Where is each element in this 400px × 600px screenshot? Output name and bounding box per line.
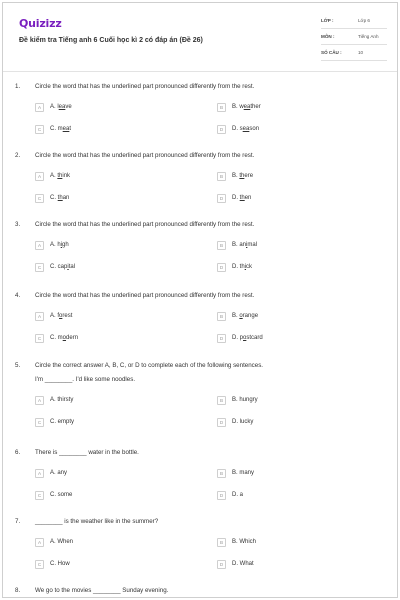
question-text: Circle the word that has the underlined part pronounced differently from the rest. xyxy=(35,221,255,228)
option-text xyxy=(50,561,70,567)
option-b[interactable] xyxy=(217,171,253,181)
underlined-part: th xyxy=(57,195,63,201)
meta-value: Lớp 6 xyxy=(358,18,370,23)
option-text-end: ther xyxy=(250,104,261,110)
option-text-start: C. cap xyxy=(50,264,68,270)
option-c[interactable] xyxy=(35,559,70,569)
option-d[interactable] xyxy=(217,559,254,569)
option-text xyxy=(50,195,69,201)
option-letter-box[interactable]: B xyxy=(217,172,226,181)
question-text: There is ________ water in the bottle. xyxy=(35,449,139,456)
option-text-start: C. some xyxy=(50,492,73,498)
option-letter-box[interactable]: C xyxy=(35,263,44,272)
option-letter-box[interactable]: D xyxy=(217,334,226,343)
option-text xyxy=(232,397,258,403)
option-a[interactable] xyxy=(35,102,72,112)
option-d[interactable] xyxy=(217,262,252,272)
option-c[interactable] xyxy=(35,124,71,134)
option-letter-box[interactable]: B xyxy=(217,538,226,547)
question-number: 6. xyxy=(15,449,21,456)
option-b[interactable] xyxy=(217,537,256,547)
option-text-start: B. many xyxy=(232,470,255,476)
quizizz-logo: Quizizz xyxy=(19,17,62,30)
option-text-end: an xyxy=(62,195,70,201)
option-text-start: B. xyxy=(232,313,240,319)
option-text xyxy=(232,539,256,545)
option-text xyxy=(232,470,254,476)
option-text-start: B. an xyxy=(232,242,247,248)
option-text-end: ve xyxy=(65,104,72,110)
question-text: ________ is the weather like in the summer? xyxy=(35,518,159,525)
option-text-start: A. f xyxy=(50,313,60,319)
question-text: Circle the word that has the underlined part pronounced differently from the rest. xyxy=(35,83,255,90)
option-letter-box[interactable]: A xyxy=(35,103,44,112)
option-text xyxy=(50,335,78,341)
option-text-start: A. When xyxy=(50,539,74,545)
option-text-start: D. xyxy=(232,195,240,201)
option-text xyxy=(50,492,72,498)
option-text-start: C. m xyxy=(50,126,63,132)
underlined-part: th xyxy=(239,195,245,201)
option-c[interactable] xyxy=(35,490,72,500)
meta-row-class xyxy=(321,15,387,29)
option-text-end: rest xyxy=(62,313,73,319)
question-text: Circle the correct answer A, B, C, or D to complete each of the following sentences. xyxy=(35,362,264,369)
option-c[interactable] xyxy=(35,262,75,272)
option-text-end: t xyxy=(69,126,72,132)
question-number: 8. xyxy=(15,587,21,594)
meta-row-subject xyxy=(321,31,387,45)
document-title: Đề kiểm tra Tiếng anh 6 Cuối học kì 2 có đáp án (Đề 26) xyxy=(19,37,203,44)
question-number: 3. xyxy=(15,221,21,228)
option-text xyxy=(50,419,74,425)
option-text xyxy=(232,126,259,132)
underlined-part: o xyxy=(243,335,247,341)
option-letter-box[interactable]: C xyxy=(35,194,44,203)
option-letter-box[interactable]: A xyxy=(35,538,44,547)
option-text-end: gh xyxy=(62,242,69,248)
option-text-start: C. xyxy=(50,195,58,201)
option-letter-box[interactable]: B xyxy=(217,469,226,478)
option-b[interactable] xyxy=(217,240,257,250)
option-text-start: D. s xyxy=(232,126,243,132)
question-prompt: I'm ________. I'd like some noodles. xyxy=(35,376,136,383)
option-text-start: D. p xyxy=(232,335,244,341)
option-letter-box[interactable]: B xyxy=(217,312,226,321)
underlined-part: ea xyxy=(62,126,70,132)
option-text xyxy=(50,470,67,476)
option-text-start: B. hungry xyxy=(232,397,258,403)
option-text-end: son xyxy=(249,126,260,132)
option-letter-box[interactable]: A xyxy=(35,469,44,478)
option-text-start: B. Which xyxy=(232,539,257,545)
option-text xyxy=(232,335,263,341)
option-text xyxy=(232,104,261,110)
option-text xyxy=(232,264,252,270)
option-a[interactable] xyxy=(35,395,73,405)
option-d[interactable] xyxy=(217,490,243,500)
option-c[interactable] xyxy=(35,193,69,203)
option-letter-box[interactable]: B xyxy=(217,103,226,112)
option-text xyxy=(232,173,253,179)
option-a[interactable] xyxy=(35,537,73,547)
option-text-start: A. xyxy=(50,173,58,179)
option-text xyxy=(232,492,243,498)
option-text-end: mal xyxy=(247,242,258,248)
header-divider xyxy=(3,71,397,72)
underlined-part: o xyxy=(62,335,67,341)
option-c[interactable] xyxy=(35,333,78,343)
option-text-end: ck xyxy=(246,264,253,270)
question-number: 1. xyxy=(15,83,21,90)
underlined-part: i xyxy=(246,242,248,248)
option-letter-box[interactable]: D xyxy=(217,418,226,427)
option-text xyxy=(50,313,72,319)
option-text-end: stcard xyxy=(246,335,263,341)
option-a[interactable] xyxy=(35,240,69,250)
option-letter-box[interactable]: A xyxy=(35,172,44,181)
meta-label: SỐ CÂU : xyxy=(321,50,342,55)
option-letter-box[interactable]: D xyxy=(217,125,226,134)
option-letter-box[interactable]: D xyxy=(217,263,226,272)
worksheet-header xyxy=(3,3,397,67)
option-text xyxy=(50,242,69,248)
meta-row-count xyxy=(321,47,387,61)
option-text-start: C. m xyxy=(50,335,63,341)
option-text-end: range xyxy=(242,313,259,319)
option-text-start: C. empty xyxy=(50,419,75,425)
option-b[interactable] xyxy=(217,468,254,478)
option-text-start: B. w xyxy=(232,104,244,110)
underlined-part: i xyxy=(67,264,69,270)
option-b[interactable] xyxy=(217,311,258,321)
option-text xyxy=(232,313,258,319)
underlined-part: ea xyxy=(58,104,66,110)
meta-value: Tiếng Anh xyxy=(358,34,379,39)
option-text-start: D. th xyxy=(232,264,245,270)
option-letter-box[interactable]: D xyxy=(217,491,226,500)
underlined-part: o xyxy=(59,313,63,319)
option-d[interactable] xyxy=(217,417,253,427)
option-letter-box[interactable]: C xyxy=(35,418,44,427)
option-text-start: C. How xyxy=(50,561,70,567)
option-text-end: ere xyxy=(244,173,254,179)
option-b[interactable] xyxy=(217,102,261,112)
question-number: 5. xyxy=(15,362,21,369)
option-text xyxy=(232,195,251,201)
option-letter-box[interactable]: B xyxy=(217,241,226,250)
meta-label: MÔN : xyxy=(321,34,335,39)
option-letter-box[interactable]: A xyxy=(35,312,44,321)
option-letter-box[interactable]: A xyxy=(35,241,44,250)
question-number: 4. xyxy=(15,292,21,299)
option-text xyxy=(232,242,257,248)
underlined-part: th xyxy=(57,173,63,179)
option-text-end: dern xyxy=(66,335,79,341)
option-text-start: A. h xyxy=(50,242,61,248)
option-text-start: B. xyxy=(232,173,240,179)
meta-value: 10 xyxy=(358,50,364,55)
option-letter-box[interactable]: B xyxy=(217,396,226,405)
option-text xyxy=(50,539,73,545)
option-text xyxy=(50,397,73,403)
option-text xyxy=(50,264,75,270)
question-text: Circle the word that has the underlined part pronounced differently from the rest. xyxy=(35,152,255,159)
option-text-start: A. thirsty xyxy=(50,397,74,403)
option-text-start: A. any xyxy=(50,470,68,476)
option-text-start: D. a xyxy=(232,492,244,498)
question-text: Circle the word that has the underlined part pronounced differently from the rest. xyxy=(35,292,255,299)
underlined-part: i xyxy=(60,242,63,248)
worksheet-page xyxy=(2,2,398,598)
option-text xyxy=(232,419,253,425)
option-text xyxy=(50,126,71,132)
option-d[interactable] xyxy=(217,333,263,343)
option-d[interactable] xyxy=(217,193,251,203)
option-letter-box[interactable]: D xyxy=(217,560,226,569)
option-letter-box[interactable]: C xyxy=(35,560,44,569)
option-text-start: A. l xyxy=(50,104,59,110)
option-letter-box[interactable]: C xyxy=(35,334,44,343)
question-number: 2. xyxy=(15,152,21,159)
option-text-start: D. What xyxy=(232,561,254,567)
underlined-part: ea xyxy=(242,126,250,132)
option-text xyxy=(50,104,72,110)
option-letter-box[interactable]: A xyxy=(35,396,44,405)
option-letter-box[interactable]: D xyxy=(217,194,226,203)
option-letter-box[interactable]: C xyxy=(35,491,44,500)
underlined-part: th xyxy=(239,173,245,179)
meta-label: LỚP : xyxy=(321,18,334,23)
underlined-part: ea xyxy=(243,104,251,110)
option-a[interactable] xyxy=(35,468,67,478)
option-d[interactable] xyxy=(217,124,259,134)
option-text xyxy=(50,173,70,179)
underlined-part: i xyxy=(244,264,247,270)
option-text xyxy=(232,561,254,567)
option-a[interactable] xyxy=(35,311,72,321)
option-text-end: ink xyxy=(62,173,71,179)
option-letter-box[interactable]: C xyxy=(35,125,44,134)
option-text-end: tal xyxy=(68,264,76,270)
question-number: 7. xyxy=(15,518,21,525)
option-c[interactable] xyxy=(35,417,74,427)
underlined-part: o xyxy=(239,313,243,319)
option-text-start: D. lucky xyxy=(232,419,254,425)
option-b[interactable] xyxy=(217,395,258,405)
question-text: We go to the movies ________ Sunday evening. xyxy=(35,587,169,594)
option-a[interactable] xyxy=(35,171,70,181)
option-text-end: en xyxy=(244,195,252,201)
